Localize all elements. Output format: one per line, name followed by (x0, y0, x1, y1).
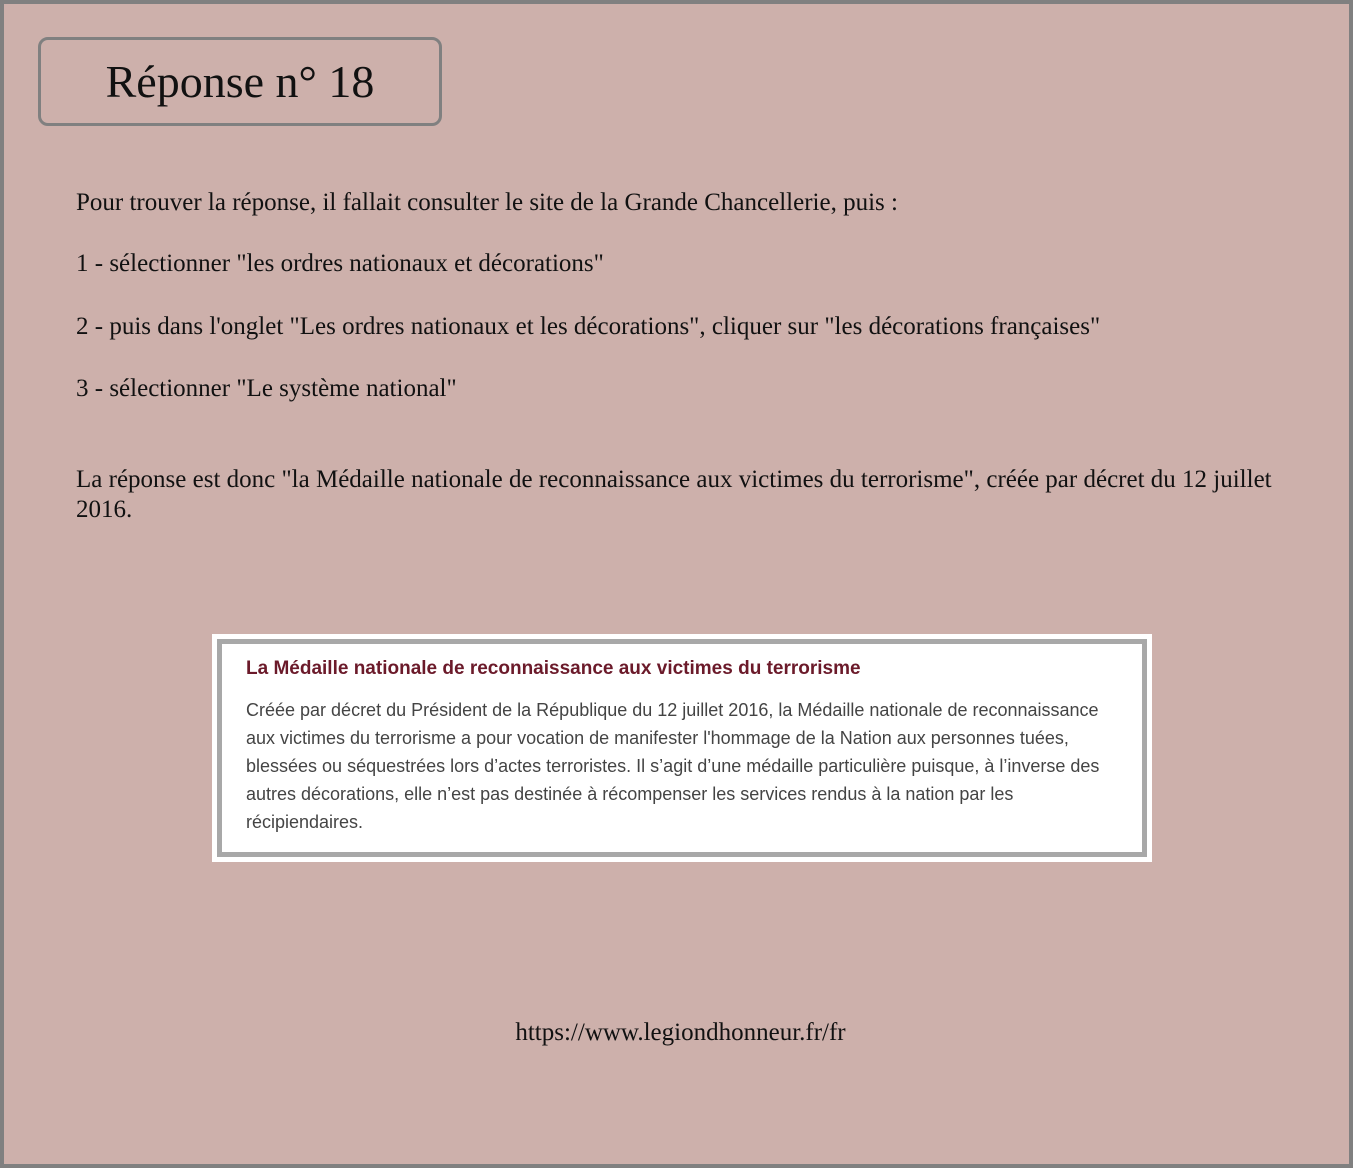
step-2: 2 - puis dans l'onglet "Les ordres nationaux et les décorations", cliquer sur "les décorations françaises" (76, 313, 1101, 340)
answer-text: La réponse est donc "la Médaille nationale de reconnaissance aux victimes du terrorisme", créée par décret du 12 juillet 2016. (76, 466, 1272, 523)
title-box (38, 37, 442, 126)
website-excerpt (212, 634, 1152, 862)
intro-text: Pour trouver la réponse, il fallait consulter le site de la Grande Chancellerie, puis : (76, 189, 898, 216)
page-title: Réponse n° 18 (105, 56, 375, 107)
source-url: https://www.legiondhonneur.fr/fr (515, 1019, 846, 1046)
excerpt-body: Créée par décret du Président de la République du 12 juillet 2016, la Médaille nationale de reconnaissance aux victimes du terrorisme a pour vocation de manifester l'hommage de la Nation aux personnes tuées, blessées ou séquestrées lors d’actes terroristes. Il s’agit d’une médaille particulière puisque, à l’inverse des autres décorations, elle n’est pas destinée à récompenser les services rendus à la nation par les récipiendaires. (246, 700, 1100, 832)
step-3: 3 - sélectionner "Le système national" (76, 375, 457, 402)
step-1: 1 - sélectionner "les ordres nationaux et décorations" (76, 250, 604, 277)
excerpt-panel (217, 639, 1147, 857)
excerpt-title: La Médaille nationale de reconnaissance aux victimes du terrorisme (246, 658, 861, 679)
